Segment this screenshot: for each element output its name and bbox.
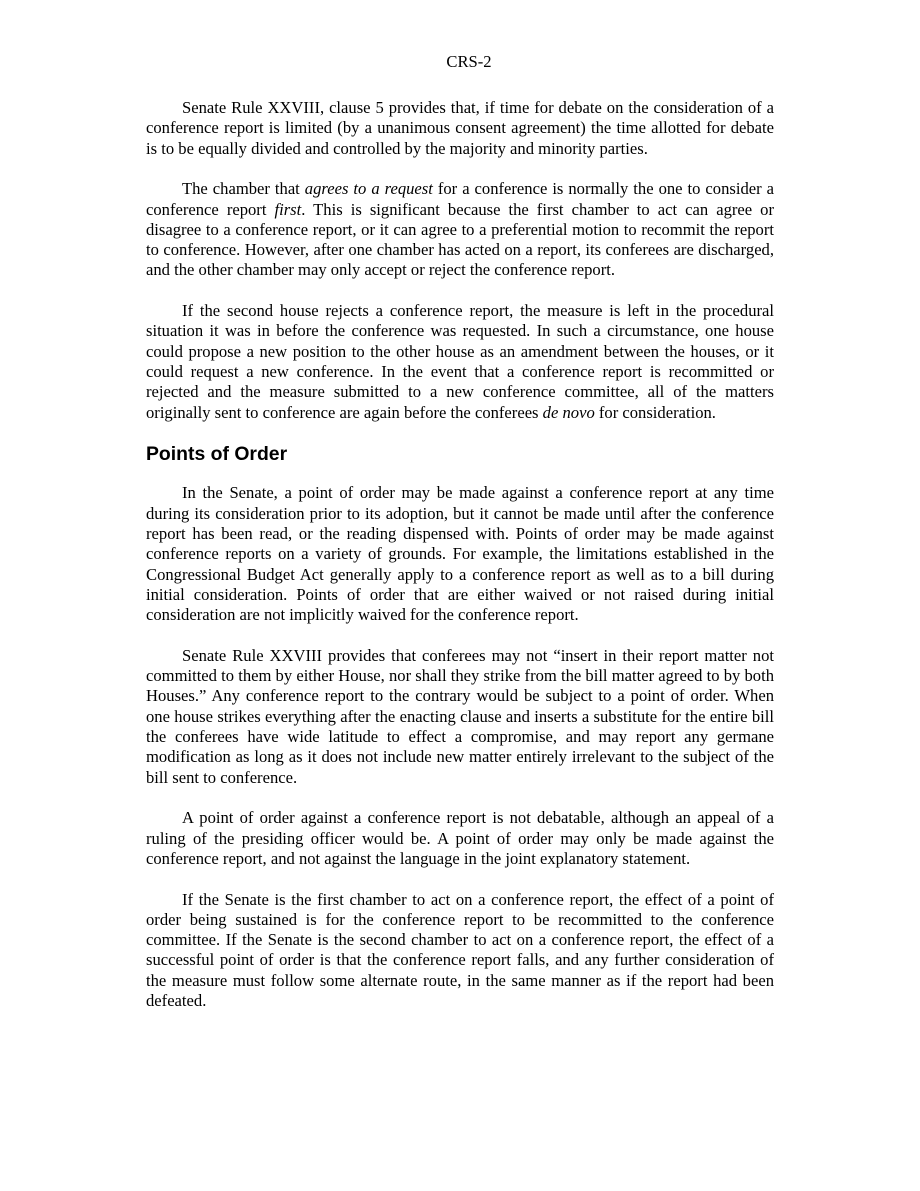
paragraph-text: The chamber that — [182, 179, 305, 199]
paragraph-text: for a conference is normally the one to consider a conference report — [146, 179, 774, 219]
paragraph-text: for consideration. — [594, 402, 716, 422]
paragraph-second-house-rejects — [146, 301, 774, 423]
paragraph-first-chamber — [146, 179, 774, 280]
paragraph-sustained-effect: If the Senate is the first chamber to act on a conference report, the effect of a point of order being sustained is for the conference report to be recommitted to the conference committee. If the Senate is the second chamber to act on a conference report, the effect of a successful point of order is that the conference report falls, and any further consideration of the measure must follow some alternate route, in the same manner as if the report had been defeated. — [146, 889, 774, 1011]
emphasis-text: first — [274, 199, 302, 219]
section-heading: Points of Order — [146, 443, 288, 466]
emphasis-text: de novo — [542, 402, 595, 422]
paragraph-text: . This is significant because the first chamber to act can agree or disagree to a conference report, or it can agree to a preferential motion to recommit the report to conference. However, after one chamber has acted on a report, its conferees are discharged, and the other chamber may only accept or reject the conference report. — [146, 199, 774, 280]
paragraph-debate-time — [146, 98, 774, 159]
paragraph-rule-xxviii: Senate Rule XXVIII provides that conferees may not “insert in their report matter not committed to them by either House, nor shall they strike from the bill matter agreed to by both Houses.” Any conference report to the contrary would be subject to a point of order. When one house strikes everything after the enacting clause and inserts a substitute for the entire bill the conferees have wide latitude to effect a compromise, and may report any germane modification as long as it does not include new matter entirely irrelevant to the subject of the bill sent to conference. — [146, 645, 774, 787]
paragraph-text: If the second house rejects a conference report, the measure is left in the procedural situation it was in before the conference was requested. In such a circumstance, one house could propose a new position to the other house as an amendment between the houses, or it could request a new conference. In the event that a conference report is recommitted or rejected and the measure submitted to a new conference committee, all of the matters originally sent to conference are again before the conferees — [146, 301, 774, 422]
paragraph-text: Senate Rule XXVIII, clause 5 provides that, if time for debate on the consideration of a conference report is limited (by a unanimous consent agreement) the time allotted for debate is to be equally divided and controlled by the majority and minority parties. — [146, 98, 774, 158]
paragraph-not-debatable: A point of order against a conference report is not debatable, although an appeal of a ruling of the presiding officer would be. A point of order may only be made against the conference report, and not against the language in the joint explanatory statement. — [146, 808, 774, 868]
page-number: CRS-2 — [446, 52, 492, 71]
paragraph-point-of-order-timing: In the Senate, a point of order may be made against a conference report at any time during its consideration prior to its adoption, but it cannot be made until after the conference report has been read, or the reading dispensed with. Points of order may be made against conference reports on a variety of grounds. For example, the limitations established in the Congressional Budget Act generally apply to a conference report as well as to a bill during initial consideration. Points of order that are either waived or not raised during initial consideration are not implicitly waived for the conference report. — [146, 483, 774, 625]
document-page — [146, 52, 774, 1032]
emphasis-text: agrees to a request — [304, 179, 433, 199]
